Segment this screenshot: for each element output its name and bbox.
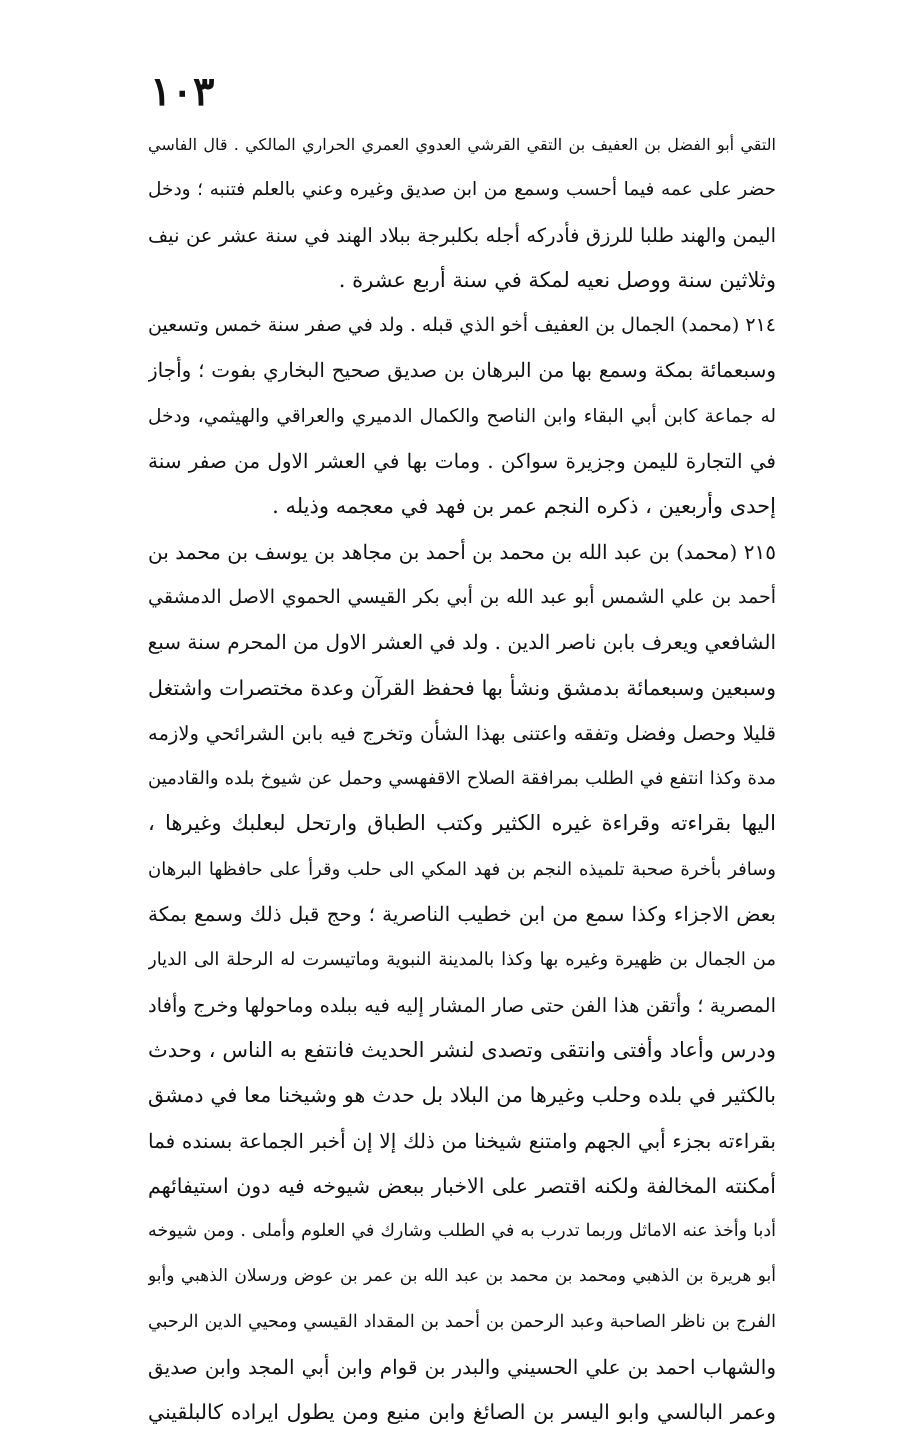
text-line: إحدى وأربعين ، ذكره النجم عمر بن فهد في معجمه وذيله . [272, 494, 776, 519]
text-line: قليلا وحصل وفضل وتفقه واعتنى بهذا الشأن وتخرج فيه بابن الشرائحي ولازمه [148, 721, 776, 745]
text-line: وسبعمائة بمكة وسمع بها من البرهان بن صديق صحيح البخاري بفوت ؛ وأجاز [148, 358, 776, 383]
text-line: أمكنته المخالفة ولكنه اقتصر على الاخبار ببعض شيوخه فيه دون استيفائهم [148, 1173, 776, 1198]
text-line: الشافعي ويعرف بابن ناصر الدين . ولد في العشر الاول من المحرم سنة سبع [148, 630, 776, 655]
text-line: ودرس وأعاد وأفتى وانتقى وتصدى لنشر الحديث فانتفع به الناس ، وحدث [148, 1037, 776, 1062]
text-line: اليمن والهند طلبا للرزق فأدركه أجله بكلبرجة ببلاد الهند في سنة عشر عن نيف [148, 223, 776, 247]
text-line: حضر على عمه فيما أحسب وسمع من ابن صديق وغيره وعني بالعلم فتنبه ؛ ودخل [148, 179, 776, 201]
text-line: التقي أبو الفضل بن العفيف بن التقي القرشي العدوي العمري الحراري المالكي . قال الفاسي [148, 135, 776, 154]
text-line: بالكثير في بلده وحلب وغيرها من البلاد بل حدث هو وشيخنا معا في دمشق [148, 1083, 776, 1108]
text-line: وثلاثين سنة ووصل نعيه لمكة في سنة أربع عشرة . [338, 267, 776, 292]
text-line: أبو هريرة بن الذهبي ومحمد بن محمد بن عبد الله بن عمر بن عوض ورسلان الذهبي وأبو [148, 1266, 776, 1287]
text-line: بقراءته بجزء أبي الجهم وامتنع شيخنا من ذلك إلا إن أخبر الجماعة بسنده فما [148, 1128, 776, 1153]
text-line: أدبا وأخذ عنه الاماثل وربما تدرب به في الطلب وشارك في العلوم وأملى . ومن شيوخه [148, 1221, 776, 1242]
text-line: أحمد بن علي الشمس أبو عبد الله بن أبي بكر القيسي الحموي الاصل الدمشقي [148, 585, 776, 608]
text-line: وسافر بأخرة صحبة تلميذه النجم بن فهد المكي الى حلب وقرأ على حافظها البرهان [148, 858, 776, 880]
body-text [148, 122, 776, 1436]
text-line: المصرية ؛ وأتقن هذا الفن حتى صار المشار إليه فيه ببلده وماحولها وخرج وأفاد [148, 993, 776, 1017]
text-line: بعض الاجزاء وكذا سمع من ابن خطيب الناصرية ؛ وحج قبل ذلك وسمع بمكة [148, 902, 776, 927]
text-line: في التجارة لليمن وجزيرة سواكن . ومات بها في العشر الاول من صفر سنة [148, 449, 776, 474]
text-line: له جماعة كابن أبي البقاء وابن الناصح والكمال الدميري والعراقي والهيثمي، ودخل [148, 405, 776, 427]
text-line: والشهاب احمد بن علي الحسيني والبدر بن قوام وابن أبي المجد وابن صديق [148, 1355, 776, 1380]
entry-215-start: ٢١٥ (محمد) بن عبد الله بن محمد بن أحمد بن مجاهد بن يوسف بن محمد بن [148, 539, 776, 564]
text-line: الفرج بن ناظر الصاحبة وعبد الرحمن بن أحمد بن المقداد القيسي ومحيي الدين الرحبي [148, 1311, 776, 1332]
entry-214-start: ٢١٤ (محمد) الجمال بن العفيف أخو الذي قبله . ولد في صفر سنة خمس وتسعين [148, 314, 776, 337]
text-line: مدة وكذا انتفع في الطلب بمرافقة الصلاح الاقفهسي وحمل عن شيوخ بلده والقادمين [148, 768, 776, 790]
text-line: وعمر البالسي وابو اليسر بن الصائغ وابن منيع ومن يطول ايراده كالبلقيني [148, 1400, 776, 1425]
text-line: من الجمال بن ظهيرة وغيره بها وكذا بالمدينة النبوية وماتيسرت له الرحلة الى الديار [148, 949, 776, 971]
text-line: اليها بقراءته وقراءة غيره الكثير وكتب الطباق وارتحل لبعلبك وغيرها ، [148, 811, 776, 836]
text-line: وسبعين وسبعمائة بدمشق ونشأ بها فحفظ القرآن وعدة مختصرات واشتغل [148, 675, 776, 700]
page-number: ١٠٣ [150, 68, 215, 115]
